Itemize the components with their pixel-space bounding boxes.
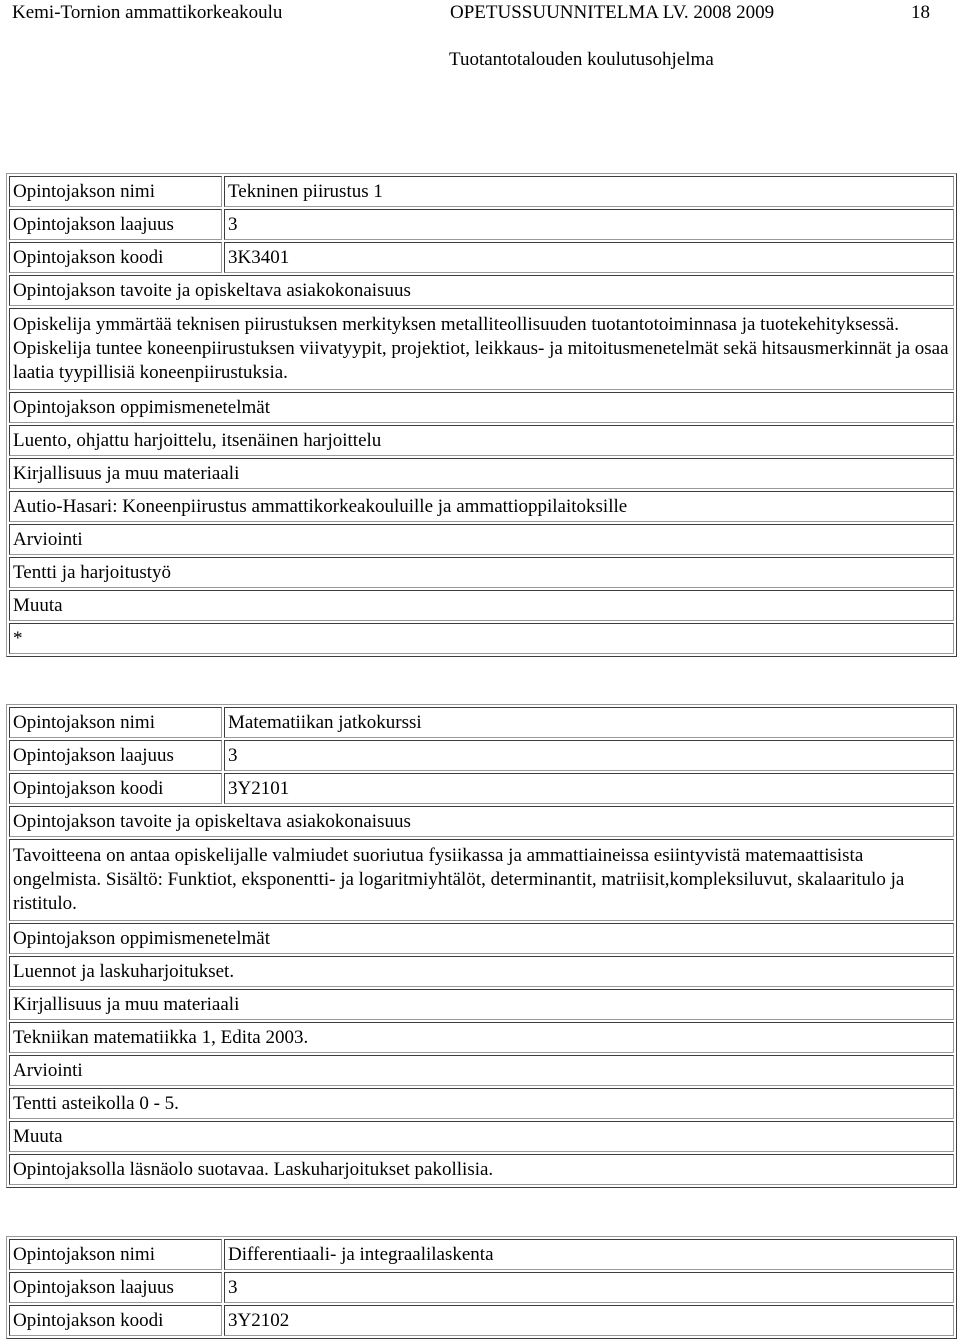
course-scope-value: 3 [224, 740, 954, 771]
course-goal-label: Opintojakson tavoite ja opiskeltava asiakokonaisuus [9, 275, 954, 306]
course-name-row [9, 176, 954, 207]
course-scope-value: 3 [224, 209, 954, 240]
course-table [6, 173, 957, 657]
course-goal-text: Tavoitteena on antaa opiskelijalle valmiudet suoriutua fysiikassa ja ammattiaineissa esiintyvistä matemaattisista ongelmista. Sisältö: Funktiot, eksponentti- ja logaritmiyhtälöt, determinantit, matriisit,kompleksiluvut, skalaaritulo ja ristitulo. [9, 839, 954, 921]
page-header [12, 0, 937, 26]
course-code-row [9, 1305, 954, 1336]
course-table [6, 1236, 957, 1339]
course-name-row [9, 1239, 954, 1270]
course-methods-text: Luento, ohjattu harjoittelu, itsenäinen harjoittelu [9, 425, 954, 456]
course-scope-label: Opintojakson laajuus [9, 209, 222, 240]
course-code-row [9, 773, 954, 804]
course-methods-label: Opintojakson oppimismenetelmät [9, 392, 954, 423]
course-scope-label: Opintojakson laajuus [9, 1272, 222, 1303]
course-assessment-text: Tentti ja harjoitustyö [9, 557, 954, 588]
course-goal-label: Opintojakson tavoite ja opiskeltava asiakokonaisuus [9, 806, 954, 837]
course-literature-label: Kirjallisuus ja muu materiaali [9, 458, 954, 489]
course-table [6, 704, 957, 1188]
course-name-row [9, 707, 954, 738]
course-literature-label: Kirjallisuus ja muu materiaali [9, 989, 954, 1020]
institution-name: Kemi-Tornion ammattikorkeakoulu [12, 2, 283, 23]
course-scope-value: 3 [224, 1272, 954, 1303]
course-scope-label: Opintojakson laajuus [9, 740, 222, 771]
course-other-text: * [9, 623, 954, 654]
document-title: OPETUSSUUNNITELMA LV. 2008 2009 [450, 2, 775, 23]
course-goal-text: Opiskelija ymmärtää teknisen piirustuksen merkityksen metalliteollisuuden tuotantotoiminnasa ja tuotekehityksessä. Opiskelija tuntee koneenpiirustuksen viivatyypit, projektiot, leikkaus- ja mitoitusmenetelmät sekä hitsausmerkinnät ja osaa laatia tyypillisiä koneenpiirustuksia. [9, 308, 954, 390]
course-literature-text: Autio-Hasari: Koneenpiirustus ammattikorkeakouluille ja ammattioppilaitoksille [9, 491, 954, 522]
course-assessment-label: Arviointi [9, 524, 954, 555]
course-code-value: 3Y2102 [224, 1305, 954, 1336]
course-name-label: Opintojakson nimi [9, 1239, 222, 1270]
course-code-label: Opintojakson koodi [9, 242, 222, 273]
course-name-label: Opintojakson nimi [9, 176, 222, 207]
course-name-value: Matematiikan jatkokurssi [224, 707, 954, 738]
course-code-row [9, 242, 954, 273]
page-number: 18 [911, 2, 930, 23]
course-scope-row [9, 209, 954, 240]
course-code-value: 3K3401 [224, 242, 954, 273]
course-assessment-text: Tentti asteikolla 0 - 5. [9, 1088, 954, 1119]
course-name-label: Opintojakson nimi [9, 707, 222, 738]
course-code-label: Opintojakson koodi [9, 773, 222, 804]
course-methods-text: Luennot ja laskuharjoitukset. [9, 956, 954, 987]
course-scope-row [9, 1272, 954, 1303]
programme-title: Tuotantotalouden koulutusohjelma [449, 49, 714, 70]
course-other-text: Opintojaksolla läsnäolo suotavaa. Laskuharjoitukset pakollisia. [9, 1154, 954, 1185]
course-code-value: 3Y2101 [224, 773, 954, 804]
course-other-label: Muuta [9, 1121, 954, 1152]
course-methods-label: Opintojakson oppimismenetelmät [9, 923, 954, 954]
course-scope-row [9, 740, 954, 771]
course-literature-text: Tekniikan matematiikka 1, Edita 2003. [9, 1022, 954, 1053]
course-name-value: Differentiaali- ja integraalilaskenta [224, 1239, 954, 1270]
course-name-value: Tekninen piirustus 1 [224, 176, 954, 207]
course-other-label: Muuta [9, 590, 954, 621]
course-assessment-label: Arviointi [9, 1055, 954, 1086]
course-code-label: Opintojakson koodi [9, 1305, 222, 1336]
